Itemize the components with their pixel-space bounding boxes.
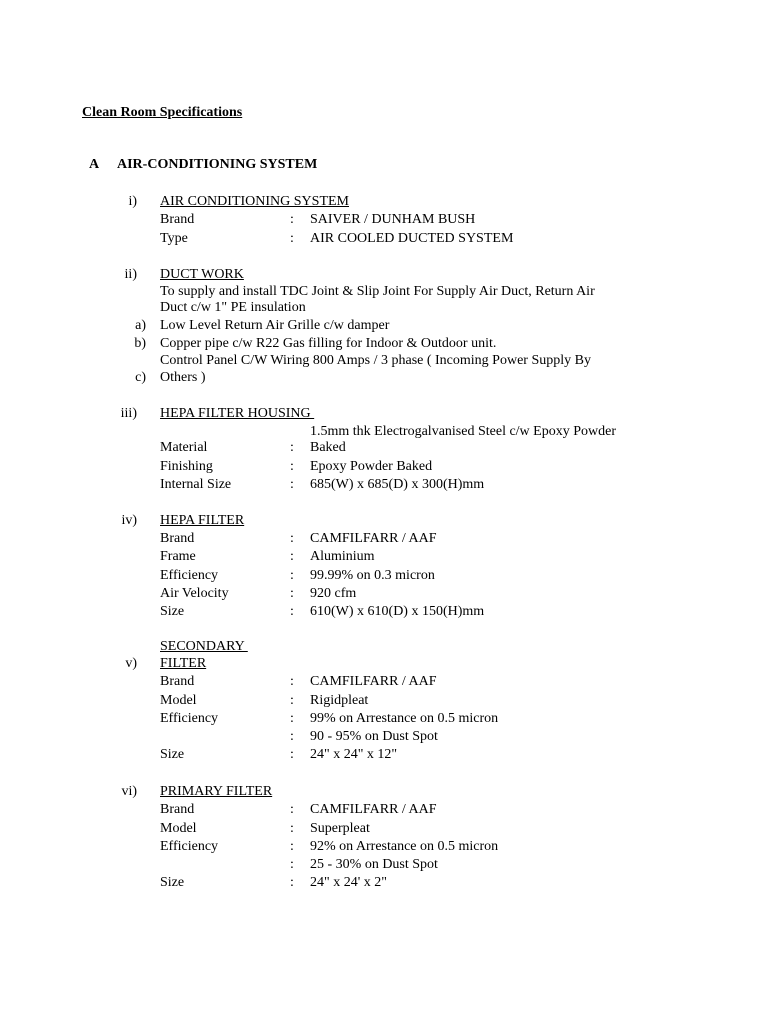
spec-separator: : [290, 711, 294, 726]
section-letter: A [89, 157, 100, 172]
spec-label: Frame [160, 549, 196, 564]
spec-label: Brand [160, 212, 195, 227]
spec-separator: : [290, 857, 294, 872]
spec-value: 99% on Arrestance on 0.5 micron [310, 711, 499, 726]
list-item: Low Level Return Air Grille c/w damper [160, 318, 390, 333]
spec-separator: : [290, 549, 294, 564]
subsection-title: AIR CONDITIONING SYSTEM [160, 194, 349, 209]
spec-separator: : [290, 693, 294, 708]
spec-separator: : [290, 531, 294, 546]
spec-label: Size [160, 875, 185, 890]
spec-label: Model [160, 693, 197, 708]
spec-value: Epoxy Powder Baked [310, 459, 433, 474]
list-item: Copper pipe c/w R22 Gas filling for Indoor & Outdoor unit. [160, 336, 497, 351]
spec-separator: : [290, 568, 294, 583]
spec-label: Efficiency [160, 711, 219, 726]
subsection-title: HEPA FILTER [160, 513, 245, 528]
spec-value: 24" x 24' x 2" [310, 875, 387, 890]
paragraph-line: To supply and install TDC Joint & Slip Joint For Supply Air Duct, Return Air [160, 284, 595, 299]
subsection-title: DUCT WORK [160, 267, 244, 282]
spec-value: 920 cfm [310, 586, 357, 601]
spec-value: Superpleat [310, 821, 370, 836]
spec-value: 99.99% on 0.3 micron [310, 568, 435, 583]
subsection-title: PRIMARY FILTER [160, 784, 273, 799]
spec-separator: : [290, 747, 294, 762]
spec-value: Aluminium [310, 549, 375, 564]
spec-value: CAMFILFARR / AAF [310, 531, 437, 546]
item-number: vi) [121, 784, 137, 799]
item-number: iv) [121, 513, 137, 528]
spec-label: Brand [160, 802, 195, 817]
list-marker: c) [135, 370, 146, 385]
spec-value: CAMFILFARR / AAF [310, 802, 437, 817]
section-title: AIR-CONDITIONING SYSTEM [117, 157, 318, 172]
spec-label: Type [160, 231, 188, 246]
list-marker: b) [134, 336, 146, 351]
spec-value: 24" x 24" x 12" [310, 747, 398, 762]
spec-separator: : [290, 586, 294, 601]
spec-separator: : [290, 674, 294, 689]
spec-separator: : [290, 440, 294, 455]
spec-label: Efficiency [160, 568, 219, 583]
spec-label: Size [160, 604, 185, 619]
spec-value: 90 - 95% on Dust Spot [310, 729, 438, 744]
item-number: i) [128, 194, 137, 209]
item-number: ii) [124, 267, 137, 282]
spec-separator: : [290, 729, 294, 744]
spec-value: 25 - 30% on Dust Spot [310, 857, 438, 872]
spec-value: CAMFILFARR / AAF [310, 674, 437, 689]
spec-separator: : [290, 477, 294, 492]
list-item: Control Panel C/W Wiring 800 Amps / 3 phase ( Incoming Power Supply By [160, 353, 591, 368]
spec-label: Finishing [160, 459, 213, 474]
spec-value: AIR COOLED DUCTED SYSTEM [310, 231, 514, 246]
subsection-title: HEPA FILTER HOUSING [160, 406, 315, 421]
spec-separator: : [290, 802, 294, 817]
spec-label: Internal Size [160, 477, 232, 492]
spec-separator: : [290, 821, 294, 836]
spec-value: Baked [310, 440, 346, 455]
paragraph-line: Duct c/w 1" PE insulation [160, 300, 306, 315]
spec-value: Rigidpleat [310, 693, 369, 708]
spec-value: 92% on Arrestance on 0.5 micron [310, 839, 499, 854]
spec-separator: : [290, 875, 294, 890]
spec-value: 685(W) x 685(D) x 300(H)mm [310, 477, 485, 492]
item-number: v) [125, 656, 137, 671]
spec-label: Size [160, 747, 185, 762]
spec-label: Air Velocity [160, 586, 229, 601]
spec-label: Brand [160, 674, 195, 689]
spec-separator: : [290, 231, 294, 246]
subsection-title: SECONDARY [160, 639, 248, 654]
spec-label: Efficiency [160, 839, 219, 854]
spec-separator: : [290, 604, 294, 619]
spec-label: Model [160, 821, 197, 836]
spec-separator: : [290, 212, 294, 227]
spec-separator: : [290, 459, 294, 474]
subsection-title: FILTER [160, 656, 207, 671]
list-marker: a) [135, 318, 146, 333]
spec-value: 1.5mm thk Electrogalvanised Steel c/w Epoxy Powder [310, 424, 616, 439]
page-title: Clean Room Specifications [82, 105, 243, 120]
spec-value: SAIVER / DUNHAM BUSH [310, 212, 476, 227]
spec-value: 610(W) x 610(D) x 150(H)mm [310, 604, 485, 619]
spec-label: Brand [160, 531, 195, 546]
list-item: Others ) [160, 370, 206, 385]
spec-separator: : [290, 839, 294, 854]
item-number: iii) [120, 406, 137, 421]
spec-label: Material [160, 440, 208, 455]
